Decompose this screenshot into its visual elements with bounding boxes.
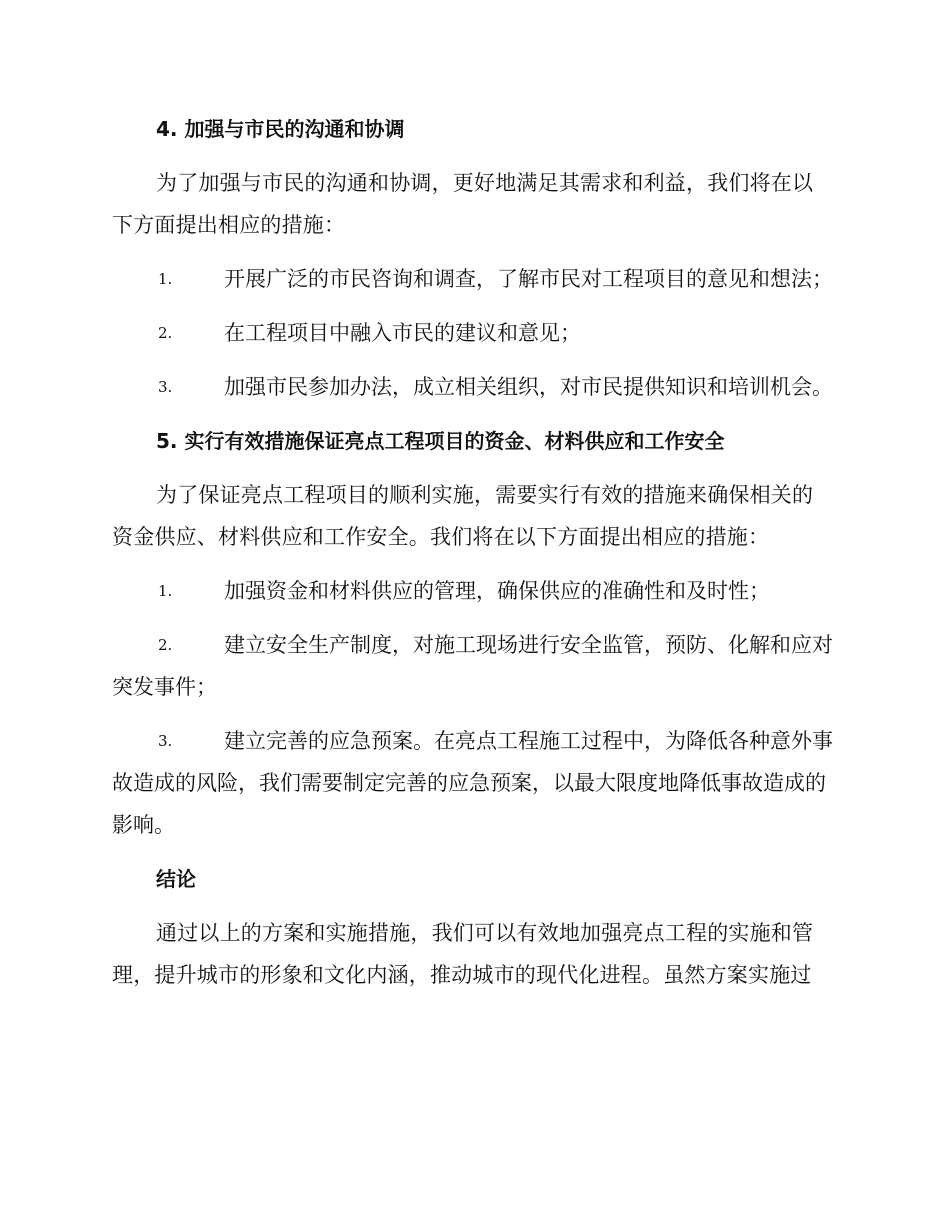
list-item-text: 在工程项目中融入市民的建议和意见； bbox=[224, 321, 581, 345]
section-4-item bbox=[112, 258, 834, 300]
list-number: 3. bbox=[158, 378, 173, 396]
section-5-intro: 为了保证亮点工程项目的顺利实施，需要实行有效的措施来确保相关的资金供应、材料供应和工作安全。我们将在以下方面提出相应的措施： bbox=[112, 483, 814, 549]
list-number: 2. bbox=[158, 636, 173, 654]
list-number: 1. bbox=[158, 582, 173, 600]
section-5-heading: 5. 实行有效措施保证亮点工程项目的资金、材料供应和工作安全 bbox=[156, 429, 725, 453]
document-body bbox=[112, 108, 834, 1008]
list-item-text: 加强市民参加办法，成立相关组织，对市民提供知识和培训机会。 bbox=[224, 375, 833, 399]
conclusion-heading: 结论 bbox=[156, 867, 196, 891]
list-number: 3. bbox=[158, 732, 173, 750]
conclusion-text: 通过以上的方案和实施措施，我们可以有效地加强亮点工程的实施和管理，提升城市的形象和文化内涵，推动城市的现代化进程。虽然方案实施过 bbox=[112, 921, 814, 987]
list-item-text: 开展广泛的市民咨询和调查，了解市民对工程项目的意见和想法； bbox=[224, 267, 833, 291]
section-5-item bbox=[112, 720, 834, 846]
list-item-text: 建立安全生产制度，对施工现场进行安全监管，预防、化解和应对突发事件； bbox=[112, 633, 833, 699]
list-number: 2. bbox=[158, 324, 173, 342]
list-item-text: 加强资金和材料供应的管理，确保供应的准确性和及时性； bbox=[224, 579, 770, 603]
section-4-item bbox=[112, 366, 834, 408]
list-number: 1. bbox=[158, 270, 173, 288]
section-4-intro: 为了加强与市民的沟通和协调，更好地满足其需求和利益，我们将在以下方面提出相应的措施： bbox=[112, 171, 814, 237]
section-5-item bbox=[112, 570, 834, 612]
section-5-item bbox=[112, 624, 834, 708]
section-4-item bbox=[112, 312, 834, 354]
list-item-text: 建立完善的应急预案。在亮点工程施工过程中，为降低各种意外事故造成的风险，我们需要制定完善的应急预案，以最大限度地降低事故造成的影响。 bbox=[112, 729, 833, 837]
section-4-heading: 4. 加强与市民的沟通和协调 bbox=[156, 117, 405, 141]
